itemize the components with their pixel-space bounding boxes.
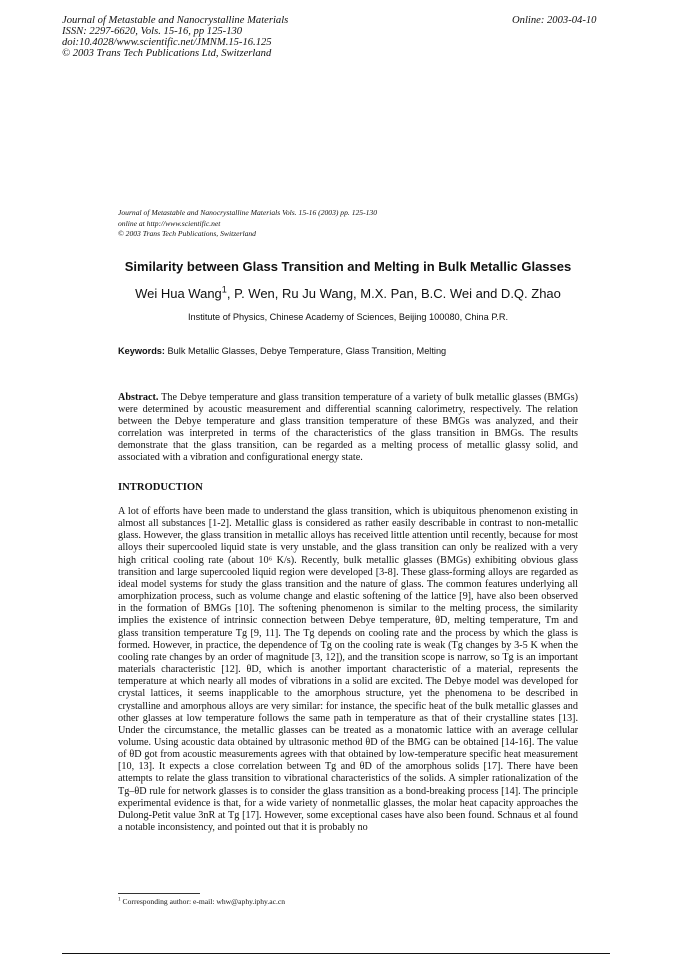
footnote-marker: 1 [118, 896, 121, 903]
online-date: Online: 2003-04-10 [512, 15, 597, 26]
footnote [118, 897, 285, 906]
journal-issn: ISSN: 2297-6620, Vols. 15-16, pp 125-130 [62, 26, 243, 37]
journal-doi: doi:10.4028/www.scientific.net/JMNM.15-16.125 [62, 37, 272, 48]
other-authors: , P. Wen, Ru Ju Wang, M.X. Pan, B.C. Wei and D.Q. Zhao [226, 286, 561, 301]
original-citation-header [118, 208, 377, 240]
abstract-label: Abstract. [118, 392, 159, 403]
author-footnote-marker: 1 [221, 284, 227, 295]
keywords-text: Bulk Metallic Glasses, Debye Temperature, Glass Transition, Melting [164, 346, 447, 356]
journal-name: Journal of Metastable and Nanocrystalline Materials [62, 15, 289, 26]
abstract-text: The Debye temperature and glass transition temperature of a variety of bulk metallic glasses (BMGs) were determined by acoustic measurement and differential scanning calorimetry, respectively. The relation between the Debye temperature and glass transition temperature of these BMGs was analyzed, and their correlation was interpreted in terms of the characteristics of the glass transition in BMGs. The results demonstrate that the glass transition, can be regarded as a melting process of metallic glassy solid, and associated with a vibration and configurational energy state. [118, 392, 578, 464]
abstract [118, 392, 578, 465]
keywords [118, 346, 446, 356]
footnote-text: Corresponding author: e-mail: whw@aphy.iphy.ac.cn [120, 897, 286, 906]
original-journal-line: Journal of Metastable and Nanocrystalline Materials Vols. 15-16 (2003) pp. 125-130 [118, 208, 378, 217]
footnote-divider [118, 893, 200, 894]
keywords-label: Keywords: [118, 346, 165, 356]
journal-citation-header [62, 15, 288, 59]
first-author: Wei Hua Wang [135, 286, 222, 301]
journal-copyright: © 2003 Trans Tech Publications Ltd, Switzerland [62, 48, 272, 59]
original-copyright-line: © 2003 Trans Tech Publications, Switzerland [118, 229, 256, 238]
paper-title: Similarity between Glass Transition and Melting in Bulk Metallic Glasses [124, 259, 572, 274]
author-list [118, 286, 578, 301]
original-online-line: online at http://www.scientific.net [118, 218, 221, 228]
introduction-text: A lot of efforts have been made to understand the glass transition, which is ubiquitous phenomenon existing in almost all substances [1-2]. Metallic glass is considered as rather easily describable in contrast to non-metallic glass. However, the glass transition in metallic alloys has received little attention until recently, because for most alloys their supercooled liquid state is very unstable, and the glass transition can only be realized with a very high critical cooling rate (about 10⁶ K/s). Recently, bulk metallic glasses (BMGs) exhibiting obvious glass transition and large supercooled liquid region were developed [3-8]. These glass-forming alloys are regarded as ideal model systems for study the glass transition and the nature of glass. The common features underlying all amorphization process, such as volume change and elastic softening of the lattice [9], have also been observed in the formation of BMGs [10]. The softening phenomenon is similar to the melting process, the similarity implies the existence of intrinsic connection between Debye temperature, θD, melting temperature, Tm and glass transition temperature Tg [9, 11]. The Tg depends on cooling rate and the process by which the glass is formed. However, in practice, the dependence of Tg on the cooling rate is weak (Tg changes by 3-5 K when the cooling rate changes by an order of magnitude [3, 12]), and the transition scope is narrow, so Tg is an important materials characteristic [12]. θD, which is another important characteristic of a material, represents the temperature at which nearly all modes of vibrations in a solid are excited. The Debye model was developed for crystal lattices, it seems inapplicable to the amorphous structure, yet the phenomena to be described in crystalline and amorphous alloys are very similar: for instance, the specific heat of the bulk metallic glasses and other glasses at low temperature follows the same path in temperature as that of their crystalline states [13]. Under the circumstance, the metallic glasses can be treated as a monatomic lattice with an average cellular volume. Using acoustic data obtained by ultrasonic method θD of the BMG can be obtained [14-16]. The value of θD got from acoustic measurements agrees with that obtained by low-temperature specific heat measurement [10, 13]. It expects a close correlation between Tg and θD of the amorphous solids [17]. There have been attempts to relate the glass transition to vibrational characteristics of the solids. A simpler rationalization of the Tg–θD rule for network glasses is to consider the glass transition as a bond-breaking process [14]. The principle experimental evidence is that, for a wide variety of nonmetallic glasses, the molar heat capacity approaches the Dulong-Petit value 3nR at Tg [17]. However, some exceptional cases have also been found. Schnaus et al found a notable inconsistency, and pointed out that it is probably no [118, 506, 578, 834]
page-bottom-rule [62, 953, 610, 954]
affiliation: Institute of Physics, Chinese Academy of Sciences, Beijing 100080, China P.R. [187, 312, 509, 322]
section-heading-introduction: INTRODUCTION [118, 482, 203, 493]
